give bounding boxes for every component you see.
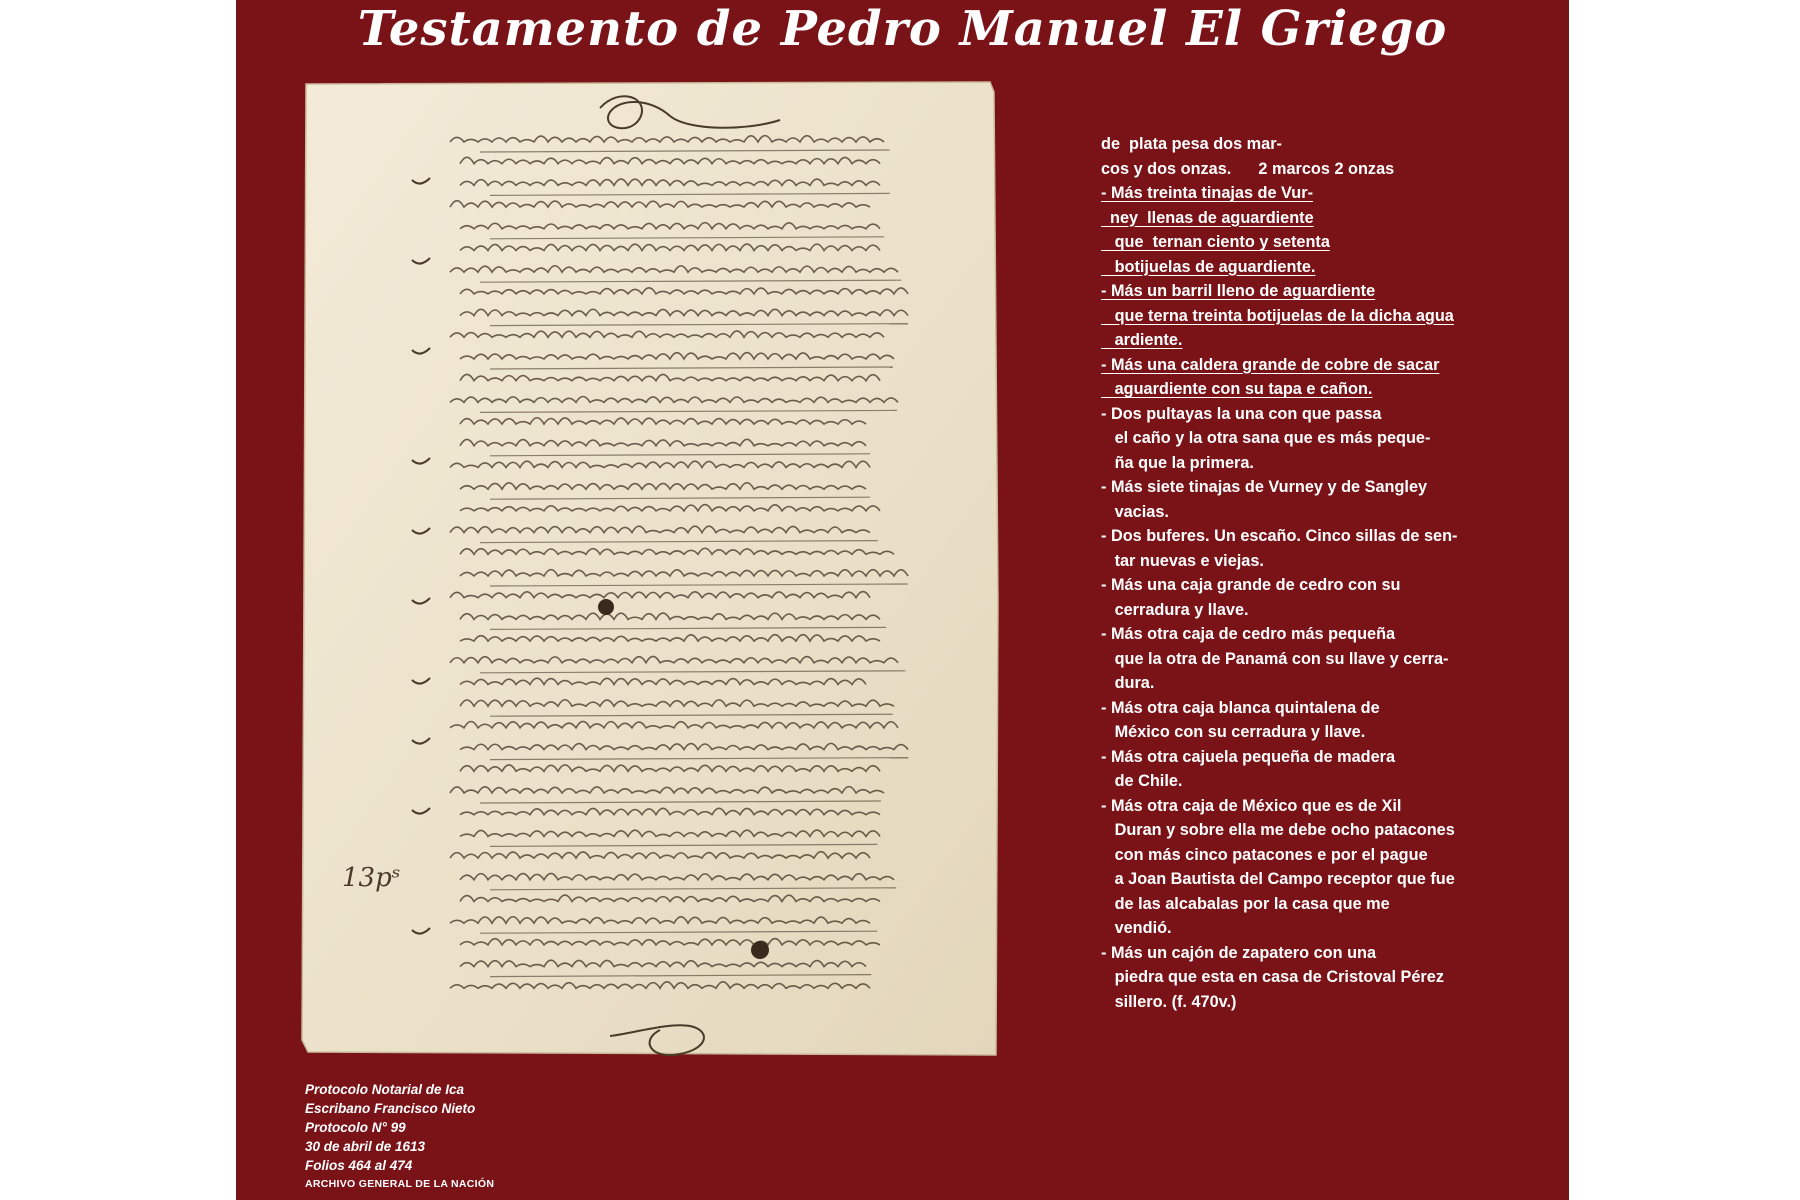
transcription-line xyxy=(1101,843,1561,868)
transcription-line-text: sillero. (f. 470v.) xyxy=(1101,992,1237,1011)
transcription-line-text: - Más otra cajuela pequeña de madera xyxy=(1101,747,1396,766)
transcription-line xyxy=(1101,941,1561,966)
transcription-line xyxy=(1101,279,1561,304)
transcription-line xyxy=(1101,549,1561,574)
citation-line: 30 de abril de 1613 xyxy=(305,1139,426,1154)
transcription-line xyxy=(1101,622,1561,647)
transcription-line-text: tar nuevas e viejas. xyxy=(1101,551,1264,570)
transcription-line-text: que terna treinta botijuelas de la dicha agua xyxy=(1101,306,1454,325)
page-title: Testamento de Pedro Manuel El Griego xyxy=(357,1,1448,57)
transcription-line-text: vendió. xyxy=(1101,919,1172,937)
manuscript-svg xyxy=(300,80,1000,1060)
transcription-line-text: - Más otra caja de cedro más pequeña xyxy=(1101,625,1396,643)
transcription-line-text: dura. xyxy=(1101,674,1155,692)
transcription-line xyxy=(1101,818,1561,843)
transcription-line xyxy=(1101,867,1561,892)
transcription-line xyxy=(1101,402,1561,427)
transcription-line-text: botijuelas de aguardiente. xyxy=(1101,257,1316,276)
transcription-line-text: - Más otra caja blanca quintalena de xyxy=(1101,698,1380,717)
transcription-line xyxy=(1101,206,1561,231)
transcription-line xyxy=(1101,696,1561,721)
transcription-line xyxy=(1101,524,1561,549)
transcription-line-text: piedra que esta en casa de Cristoval Pérez xyxy=(1101,968,1444,986)
manuscript-image xyxy=(300,80,1000,1060)
transcription-line xyxy=(1101,377,1561,402)
transcription-line xyxy=(1101,475,1561,500)
transcription-line xyxy=(1101,720,1561,745)
transcription-line xyxy=(1101,794,1561,819)
transcription-line-text: - Dos pultayas la una con que passa xyxy=(1101,404,1382,423)
transcription-line xyxy=(1101,745,1561,770)
ink-blot-2 xyxy=(751,941,769,959)
transcription-line xyxy=(1101,500,1561,525)
transcription-line-text: - Más una caldera grande de cobre de sacar xyxy=(1101,355,1440,374)
transcription-line xyxy=(1101,671,1561,696)
transcription-line-text: México con su cerradura y llave. xyxy=(1101,723,1366,741)
transcription-line xyxy=(1101,451,1561,476)
transcription-line-text: - Más otra caja de México que es de Xil xyxy=(1101,796,1402,815)
transcription-line xyxy=(1101,990,1561,1015)
transcription-text xyxy=(1101,132,1561,1014)
transcription-line-text: cerradura y llave. xyxy=(1101,600,1249,619)
citation-line: Protocolo N° 99 xyxy=(305,1120,406,1135)
archive-citation xyxy=(305,1080,475,1175)
transcription-line-text: ña que la primera. xyxy=(1101,453,1254,472)
transcription-line xyxy=(1101,647,1561,672)
transcription-line-text: - Dos buferes. Un escaño. Cinco sillas de sen- xyxy=(1101,527,1458,545)
manuscript-paper xyxy=(302,82,998,1055)
transcription-line-text: cos y dos onzas. 2 marcos 2 onzas xyxy=(1101,159,1395,178)
transcription-line-text: ney llenas de aguardiente xyxy=(1101,208,1314,227)
transcription-line xyxy=(1101,426,1561,451)
transcription-line-text: - Más siete tinajas de Vurney y de Sangley xyxy=(1101,478,1428,496)
transcription-line-text: a Joan Bautista del Campo receptor que fue xyxy=(1101,870,1455,888)
transcription-line xyxy=(1101,304,1561,329)
transcription-line-text: vacias. xyxy=(1101,502,1169,521)
transcription-line xyxy=(1101,181,1561,206)
transcription-line-text: - Más un cajón de zapatero con una xyxy=(1101,943,1377,962)
folio-note: 13pˢ xyxy=(342,863,401,893)
poster xyxy=(236,0,1569,1200)
transcription-line-text: de las alcabalas por la casa que me xyxy=(1101,894,1390,913)
transcription-line-text: - Más treinta tinajas de Vur- xyxy=(1101,184,1314,202)
citation-line: Folios 464 al 474 xyxy=(305,1158,413,1173)
transcription-line xyxy=(1101,328,1561,353)
transcription-line xyxy=(1101,255,1561,280)
citation-line: Escribano Francisco Nieto xyxy=(305,1101,476,1116)
transcription-line-text: de Chile. xyxy=(1101,772,1183,790)
transcription-line-text: Duran y sobre ella me debe ocho patacones xyxy=(1101,821,1455,839)
transcription-line-text: aguardiente con su tapa e cañon. xyxy=(1101,380,1373,398)
transcription-line xyxy=(1101,598,1561,623)
transcription-line xyxy=(1101,916,1561,941)
transcription-line-text: - Más una caja grande de cedro con su xyxy=(1101,576,1401,594)
transcription-line-text: ardiente. xyxy=(1101,331,1183,349)
archive-name: ARCHIVO GENERAL DE LA NACIÓN xyxy=(305,1178,495,1190)
transcription-line-text: de plata pesa dos mar- xyxy=(1101,135,1282,153)
citation-line: Protocolo Notarial de Ica xyxy=(305,1082,465,1097)
transcription-line-text: que ternan ciento y setenta xyxy=(1101,233,1330,251)
transcription-line xyxy=(1101,157,1561,182)
transcription-line-text: el caño y la otra sana que es más peque- xyxy=(1101,429,1431,447)
transcription-line-text: que la otra de Panamá con su llave y cerra- xyxy=(1101,649,1449,668)
transcription-line xyxy=(1101,230,1561,255)
transcription-line-text: con más cinco patacones e por el pague xyxy=(1101,845,1428,864)
transcription-line xyxy=(1101,573,1561,598)
transcription-line xyxy=(1101,769,1561,794)
transcription-line xyxy=(1101,353,1561,378)
transcription-line xyxy=(1101,965,1561,990)
ink-blot xyxy=(598,599,614,615)
transcription-line xyxy=(1101,132,1561,157)
transcription-line xyxy=(1101,892,1561,917)
transcription-line-text: - Más un barril lleno de aguardiente xyxy=(1101,282,1376,300)
